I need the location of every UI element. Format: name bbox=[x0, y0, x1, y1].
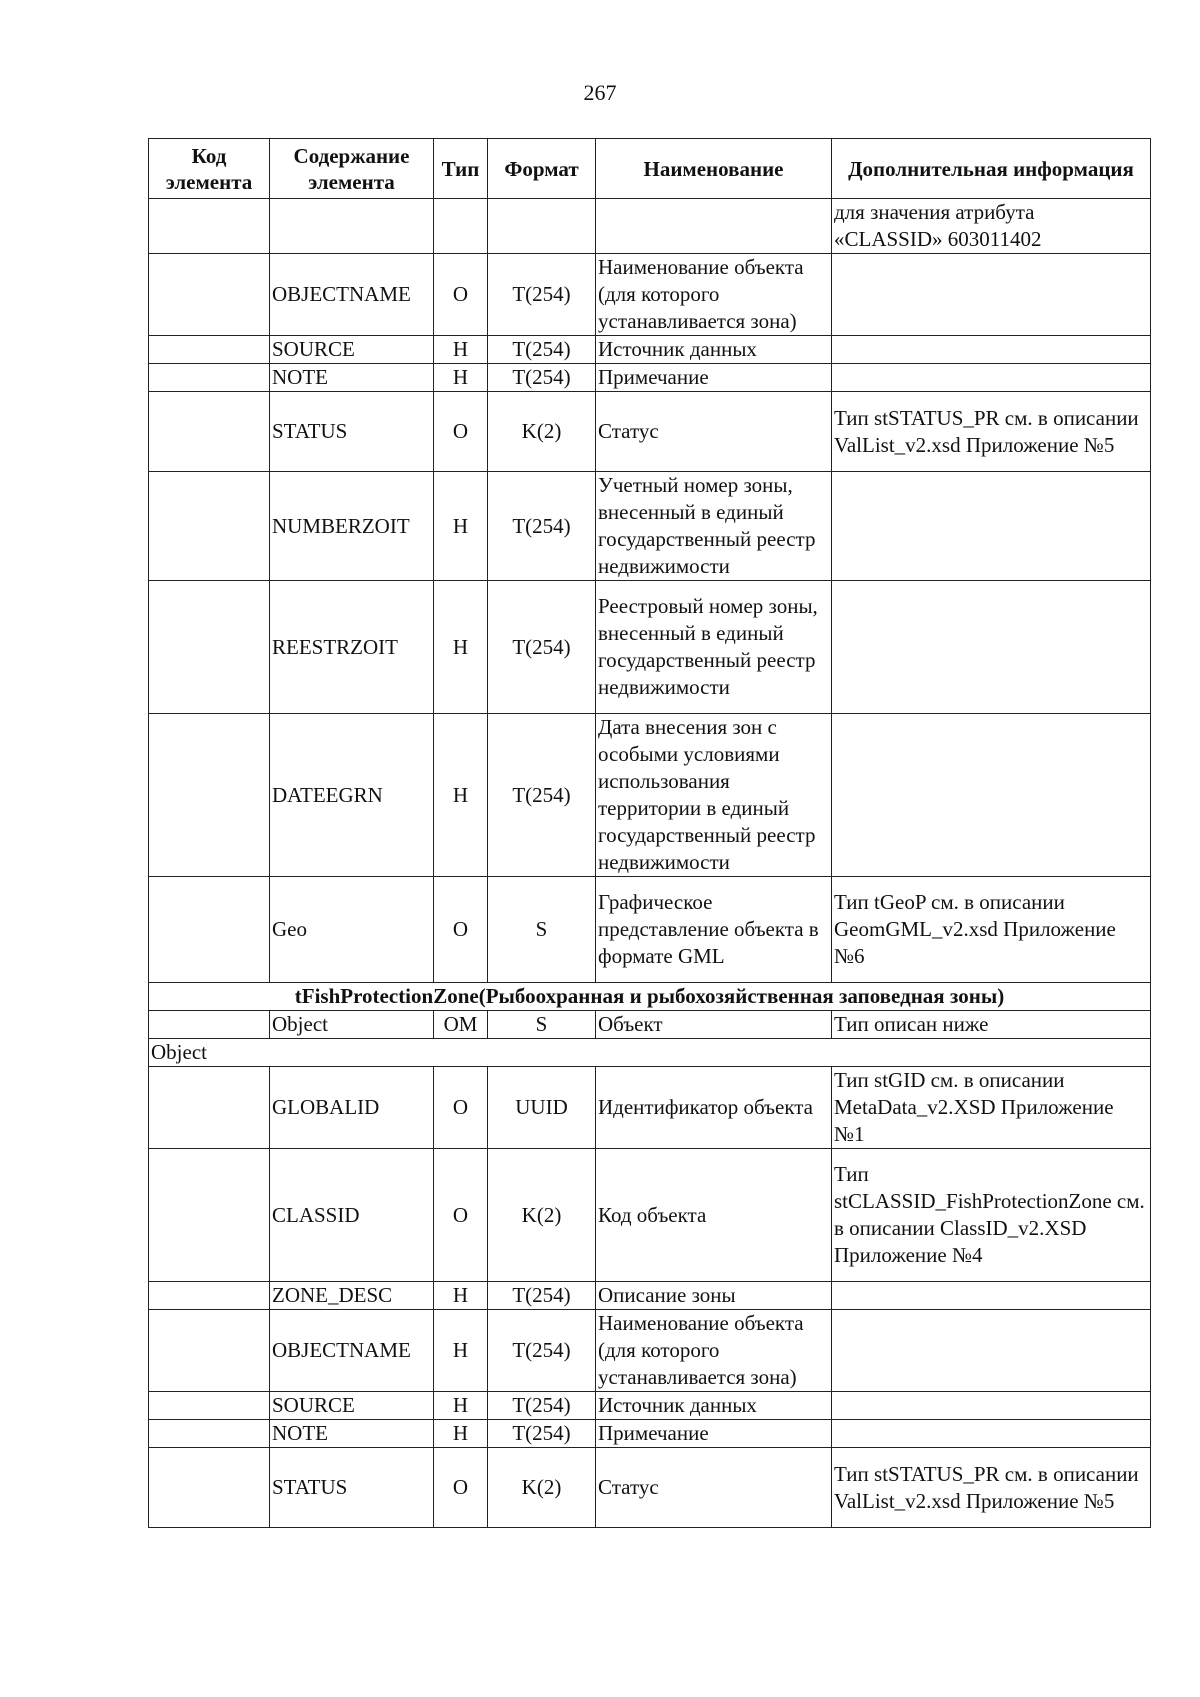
table-row bbox=[149, 1149, 1151, 1282]
table-row bbox=[149, 254, 1151, 336]
cell-name: Объект bbox=[596, 1011, 832, 1039]
cell-format: K(2) bbox=[488, 392, 596, 472]
cell-type: О bbox=[434, 1448, 488, 1528]
cell-name: Статус bbox=[596, 1448, 832, 1528]
cell-name: Дата внесения зон с особыми условиями использования территории в единый государственный реестр недвижимости bbox=[596, 714, 832, 877]
cell-info bbox=[832, 1310, 1151, 1392]
cell-code bbox=[149, 1420, 270, 1448]
cell-type: Н bbox=[434, 336, 488, 364]
cell-name: Наименование объекта (для которого устанавливается зона) bbox=[596, 1310, 832, 1392]
cell-info: Тип stSTATUS_PR см. в описании ValList_v2.xsd Приложение №5 bbox=[832, 392, 1151, 472]
cell-format: T(254) bbox=[488, 1310, 596, 1392]
cell-content: NOTE bbox=[270, 1420, 434, 1448]
table-row bbox=[149, 1392, 1151, 1420]
cell-type: Н bbox=[434, 364, 488, 392]
cell-type: Н bbox=[434, 581, 488, 714]
cell-name: Код объекта bbox=[596, 1149, 832, 1282]
cell-type bbox=[434, 199, 488, 254]
cell-content: NOTE bbox=[270, 364, 434, 392]
cell-info: Тип stSTATUS_PR см. в описании ValList_v2.xsd Приложение №5 bbox=[832, 1448, 1151, 1528]
cell-type: О bbox=[434, 1067, 488, 1149]
cell-code bbox=[149, 1282, 270, 1310]
cell-content: STATUS bbox=[270, 1448, 434, 1528]
page-number: 267 bbox=[583, 80, 617, 105]
cell-type: О bbox=[434, 1149, 488, 1282]
cell-content: STATUS bbox=[270, 392, 434, 472]
element-spec-table bbox=[148, 138, 1151, 1528]
table-row bbox=[149, 1067, 1151, 1149]
cell-content: OBJECTNAME bbox=[270, 254, 434, 336]
cell-code bbox=[149, 1310, 270, 1392]
cell-name: Статус bbox=[596, 392, 832, 472]
cell-format: K(2) bbox=[488, 1149, 596, 1282]
cell-name: Примечание bbox=[596, 364, 832, 392]
cell-name: Учетный номер зоны, внесенный в единый государственный реестр недвижимости bbox=[596, 472, 832, 581]
table-row bbox=[149, 1420, 1151, 1448]
cell-content bbox=[270, 199, 434, 254]
cell-format: UUID bbox=[488, 1067, 596, 1149]
cell-info bbox=[832, 336, 1151, 364]
cell-code bbox=[149, 1149, 270, 1282]
cell-info bbox=[832, 364, 1151, 392]
cell-content: SOURCE bbox=[270, 1392, 434, 1420]
cell-code bbox=[149, 199, 270, 254]
cell-name: Описание зоны bbox=[596, 1282, 832, 1310]
cell-content: Geo bbox=[270, 877, 434, 983]
cell-format: S bbox=[488, 877, 596, 983]
cell-content: CLASSID bbox=[270, 1149, 434, 1282]
cell-code bbox=[149, 1011, 270, 1039]
cell-format: T(254) bbox=[488, 254, 596, 336]
group-label: Object bbox=[149, 1039, 1151, 1067]
cell-format: T(254) bbox=[488, 1282, 596, 1310]
cell-format: T(254) bbox=[488, 1420, 596, 1448]
cell-info: Тип tGeoP см. в описании GeomGML_v2.xsd Приложение №6 bbox=[832, 877, 1151, 983]
cell-format: K(2) bbox=[488, 1448, 596, 1528]
header-format: Формат bbox=[488, 139, 596, 199]
cell-type: О bbox=[434, 392, 488, 472]
table-row bbox=[149, 392, 1151, 472]
cell-format: T(254) bbox=[488, 364, 596, 392]
cell-format: T(254) bbox=[488, 581, 596, 714]
cell-name: Реестровый номер зоны, внесенный в единый государственный реестр недвижимости bbox=[596, 581, 832, 714]
header-name: Наименование bbox=[596, 139, 832, 199]
cell-content: SOURCE bbox=[270, 336, 434, 364]
cell-name: Источник данных bbox=[596, 336, 832, 364]
cell-info bbox=[832, 254, 1151, 336]
cell-content: GLOBALID bbox=[270, 1067, 434, 1149]
cell-code bbox=[149, 714, 270, 877]
cell-type: Н bbox=[434, 1420, 488, 1448]
cell-format: S bbox=[488, 1011, 596, 1039]
cell-code bbox=[149, 581, 270, 714]
header-code: Код элемента bbox=[149, 139, 270, 199]
cell-name: Графическое представление объекта в формате GML bbox=[596, 877, 832, 983]
cell-format: T(254) bbox=[488, 472, 596, 581]
cell-content: Object bbox=[270, 1011, 434, 1039]
cell-type: Н bbox=[434, 1282, 488, 1310]
table-row bbox=[149, 1011, 1151, 1039]
table-row bbox=[149, 877, 1151, 983]
cell-code bbox=[149, 1067, 270, 1149]
cell-code bbox=[149, 1448, 270, 1528]
group-label-row bbox=[149, 1039, 1151, 1067]
cell-format bbox=[488, 199, 596, 254]
cell-type: Н bbox=[434, 1310, 488, 1392]
cell-name: Источник данных bbox=[596, 1392, 832, 1420]
table-row bbox=[149, 1310, 1151, 1392]
table-body bbox=[149, 199, 1151, 1528]
cell-type: О bbox=[434, 877, 488, 983]
table-row bbox=[149, 714, 1151, 877]
table-header-row bbox=[149, 139, 1151, 199]
section-title-row bbox=[149, 983, 1151, 1011]
cell-format: T(254) bbox=[488, 336, 596, 364]
cell-format: T(254) bbox=[488, 1392, 596, 1420]
cell-content: ZONE_DESC bbox=[270, 1282, 434, 1310]
cell-code bbox=[149, 364, 270, 392]
cell-type: Н bbox=[434, 1392, 488, 1420]
cell-info: Тип stGID см. в описании MetaData_v2.XSD Приложение №1 bbox=[832, 1067, 1151, 1149]
header-content: Содержание элемента bbox=[270, 139, 434, 199]
table-row bbox=[149, 472, 1151, 581]
cell-content: REESTRZOIT bbox=[270, 581, 434, 714]
cell-code bbox=[149, 392, 270, 472]
cell-content: DATEEGRN bbox=[270, 714, 434, 877]
cell-name: Наименование объекта (для которого устанавливается зона) bbox=[596, 254, 832, 336]
cell-content: OBJECTNAME bbox=[270, 1310, 434, 1392]
cell-info: Тип stCLASSID_FishProtectionZone см. в описании ClassID_v2.XSD Приложение №4 bbox=[832, 1149, 1151, 1282]
cell-type: ОМ bbox=[434, 1011, 488, 1039]
cell-code bbox=[149, 254, 270, 336]
cell-info bbox=[832, 1282, 1151, 1310]
section-title: tFishProtectionZone(Рыбоохранная и рыбохозяйственная заповедная зоны) bbox=[149, 983, 1151, 1011]
cell-info bbox=[832, 1392, 1151, 1420]
table-row bbox=[149, 1282, 1151, 1310]
cell-info bbox=[832, 714, 1151, 877]
table-row bbox=[149, 1448, 1151, 1528]
cell-name: Идентификатор объекта bbox=[596, 1067, 832, 1149]
table-row bbox=[149, 581, 1151, 714]
cell-info: Тип описан ниже bbox=[832, 1011, 1151, 1039]
header-info: Дополнительная информация bbox=[832, 139, 1151, 199]
cell-code bbox=[149, 472, 270, 581]
cell-info bbox=[832, 581, 1151, 714]
cell-type: Н bbox=[434, 472, 488, 581]
table-row bbox=[149, 364, 1151, 392]
cell-format: T(254) bbox=[488, 714, 596, 877]
cell-info: для значения атрибута «CLASSID» 603011402 bbox=[832, 199, 1151, 254]
cell-name: Примечание bbox=[596, 1420, 832, 1448]
cell-info bbox=[832, 1420, 1151, 1448]
cell-code bbox=[149, 1392, 270, 1420]
cell-type: Н bbox=[434, 714, 488, 877]
cell-type: О bbox=[434, 254, 488, 336]
cell-code bbox=[149, 877, 270, 983]
table-row bbox=[149, 199, 1151, 254]
cell-code bbox=[149, 336, 270, 364]
table-row bbox=[149, 336, 1151, 364]
cell-name bbox=[596, 199, 832, 254]
cell-info bbox=[832, 472, 1151, 581]
cell-content: NUMBERZOIT bbox=[270, 472, 434, 581]
header-type: Тип bbox=[434, 139, 488, 199]
